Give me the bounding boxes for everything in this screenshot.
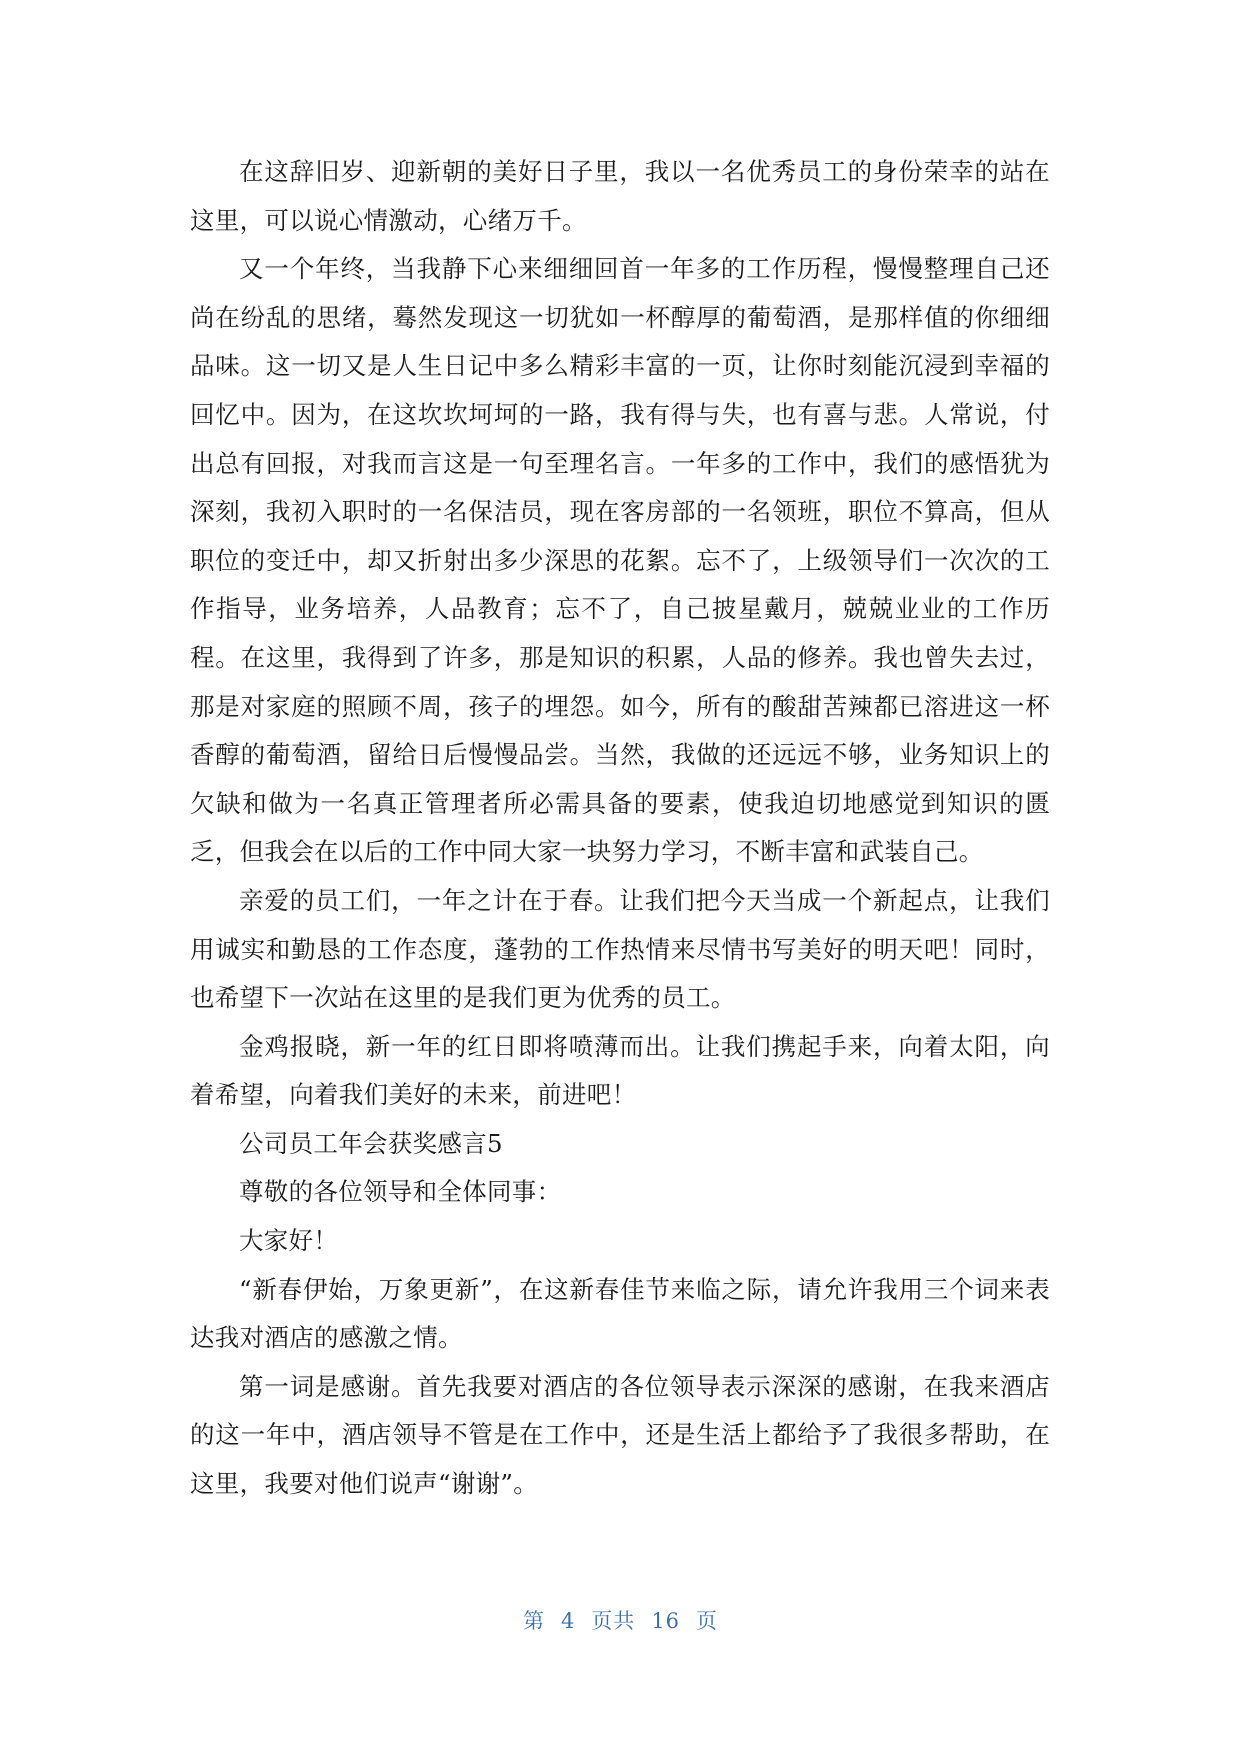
total-pages-number: 16 <box>651 1609 681 1633</box>
paragraph-appeal: 亲爱的员工们，一年之计在于春。让我们把今天当成一个新起点，让我们用诚实和勤恳的工作态度，蓬勃的工作热情来尽情书写美好的明天吧！同时，也希望下一次站在这里的是我们更为优秀的员工。 <box>190 885 1050 1013</box>
greeting: 大家好！ <box>239 1226 339 1256</box>
paragraph-closing: 金鸡报晓，新一年的红日即将喷薄而出。让我们携起手来，向着太阳，向着希望，向着我们美好的未来，前进吧！ <box>190 1031 1050 1110</box>
page-footer <box>0 1605 1241 1635</box>
footer-label-middle: 页共 <box>591 1609 636 1633</box>
footer-label-after: 页 <box>696 1609 719 1633</box>
paragraph-opening: 在这辞旧岁、迎新朝的美好日子里，我以一名优秀员工的身份荣幸的站在这里，可以说心情激动，心绪万千。 <box>190 157 1050 235</box>
paragraph-reflection: 又一个年终，当我静下心来细细回首一年多的工作历程，慢慢整理自己还尚在纷乱的思绪，蓦然发现这一切犹如一杯醇厚的葡萄酒，是那样值的你细细品味。这一切又是人生日记中多么精彩丰富的一页，让你时刻能沉浸到幸福的回忆中。因为，在这坎坎坷坷的一路，我有得与失，也有喜与悲。人常说，付出总有回报，对我而言这是一句至理名言。一年多的工作中，我们的感悟犹为深刻，我初入职时的一名保洁员，现在客房部的一名领班，职位不算高，但从职位的变迁中，却又折射出多少深思的花絮。忘不了，上级领导们一次次的工作指导，业务培养，人品教育；忘不了，自己披星戴月，兢兢业业的工作历程。在这里，我得到了许多，那是知识的积累，人品的修养。我也曾失去过，那是对家庭的照顾不周，孩子的埋怨。如今，所有的酸甜苦辣都已溶进这一杯香醇的葡萄酒，留给日后慢慢品尝。当然，我做的还远远不够，业务知识上的欠缺和做为一名真正管理者所必需具备的要素，使我迫切地感觉到知识的匮乏，但我会在以后的工作中同大家一块努力学习，不断丰富和武装自己。 <box>190 254 1050 867</box>
footer-label-before: 第 <box>522 1609 545 1633</box>
paragraph-new-year: “新春伊始，万象更新”，在这新春佳节来临之际，请允许我用三个词来表达我对酒店的感激之情。 <box>190 1274 1050 1353</box>
salutation: 尊敬的各位领导和全体同事： <box>239 1177 562 1207</box>
current-page-number: 4 <box>560 1609 576 1633</box>
section-heading: 公司员工年会获奖感言5 <box>239 1128 503 1158</box>
paragraph-thanks: 第一词是感谢。首先我要对酒店的各位领导表示深深的感谢，在我来酒店的这一年中，酒店领导不管是在工作中，还是生活上都给予了我很多帮助，在这里，我要对他们说声“谢谢”。 <box>190 1371 1050 1499</box>
document-body <box>190 148 1050 1509</box>
